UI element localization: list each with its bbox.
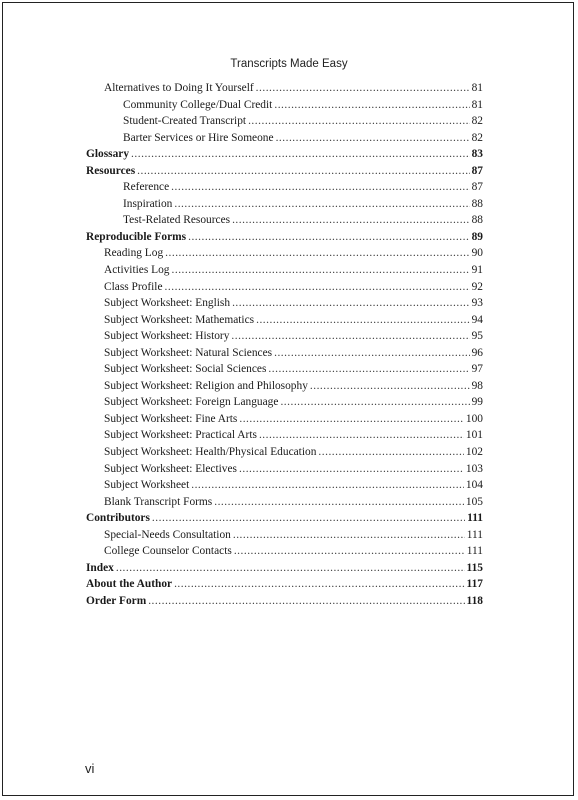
dot-leader [174,576,464,593]
toc-entry [86,543,483,560]
toc-entry [86,477,483,494]
toc-entry-page: 95 [471,330,483,343]
toc-entry [86,378,483,395]
toc-entry [86,229,483,246]
toc-entry-title: Test-Related Resources [123,214,231,227]
toc-entry-page: 118 [466,594,483,607]
toc-entry-page: 88 [471,197,483,210]
dot-leader [116,560,465,577]
toc-entry-title: Inspiration [123,197,173,210]
toc-entry-title: Reading Log [104,247,164,260]
toc-entry-title: Reference [123,181,170,194]
dot-leader [268,361,469,378]
toc-entry-title: Barter Services or Hire Someone [123,131,274,144]
toc-entry-page: 111 [467,512,483,525]
dot-leader [232,212,470,229]
toc-entry-page: 92 [471,280,483,293]
toc-entry-page: 87 [471,164,483,177]
toc-entry-page: 82 [471,115,483,128]
dot-leader [280,394,469,411]
toc-entry [86,576,483,593]
toc-entry [86,262,483,279]
toc-entry [86,113,483,130]
toc-entry-title: College Counselor Contacts [104,545,232,558]
toc-entry [86,527,483,544]
toc-entry-page: 93 [471,297,483,310]
toc-entry-title: Alternatives to Doing It Yourself [104,82,254,94]
toc-entry-page: 98 [471,379,483,392]
dot-leader [259,427,464,444]
toc-entry-title: Subject Worksheet: Fine Arts [104,412,238,425]
toc-entry [86,461,483,478]
toc-entry-page: 104 [465,479,483,492]
toc-entry-page: 115 [466,561,483,574]
dot-leader [232,295,470,312]
toc-entry-title: Subject Worksheet: Mathematics [104,313,255,326]
toc-entry-title: Blank Transcript Forms [104,495,213,508]
toc-entry [86,345,483,362]
toc-entry [86,279,483,296]
toc-entry [86,328,483,345]
dot-leader [239,461,464,478]
dot-leader [174,196,469,213]
toc-entry [86,163,483,180]
toc-entry [86,444,483,461]
toc-entry [86,427,483,444]
dot-leader [131,146,470,163]
toc-entry [86,80,483,97]
toc-entry-page: 88 [471,214,483,227]
dot-leader [214,494,464,511]
toc-entry-page: 90 [471,247,483,260]
toc-entry-page: 94 [471,313,483,326]
dot-leader [239,411,464,428]
toc-entry-page: 99 [471,396,483,409]
toc-entry-title: Student-Created Transcript [123,115,247,128]
toc-entry-title: Subject Worksheet: Religion and Philosophy [104,379,308,392]
toc-entry [86,510,483,527]
toc-entry [86,411,483,428]
dot-leader [276,130,470,147]
toc-entry [86,212,483,229]
toc-entry-page: 105 [465,495,483,508]
dot-leader [152,510,465,527]
running-header: Transcripts Made Easy [230,58,348,70]
toc-entry-page: 97 [471,363,483,376]
toc-entry-page: 100 [465,412,483,425]
toc-entry-page: 103 [465,462,483,475]
toc-entry [86,97,483,114]
toc-entry-title: Subject Worksheet: Electives [104,462,237,475]
dot-leader [274,345,470,362]
toc-entry [86,593,483,610]
toc-entry-title: Subject Worksheet: Foreign Language [104,396,279,409]
toc-entry-page: 81 [471,82,483,94]
toc-entry [86,245,483,262]
dot-leader [148,593,464,610]
toc-entry-page: 117 [466,578,483,591]
toc-entry-title: Index [86,561,114,574]
toc-entry [86,130,483,147]
toc-entry-page: 91 [471,264,483,277]
toc-entry-page: 102 [465,446,483,459]
toc-entry-title: Resources [86,164,136,177]
toc-entry-page: 83 [471,148,483,161]
toc-entry-page: 81 [471,98,483,111]
table-of-contents [86,80,483,610]
toc-entry [86,295,483,312]
toc-entry-title: Subject Worksheet [104,479,190,492]
toc-entry [86,361,483,378]
toc-entry-page: 111 [466,545,483,558]
toc-entry-title: Subject Worksheet: History [104,330,230,343]
toc-entry-title: Subject Worksheet: Practical Arts [104,429,257,442]
toc-entry-title: Subject Worksheet: Social Sciences [104,363,267,376]
toc-entry-title: Reproducible Forms [86,230,187,243]
dot-leader [231,328,469,345]
toc-entry-page: 101 [465,429,483,442]
toc-entry [86,146,483,163]
toc-entry-title: Subject Worksheet: English [104,297,231,310]
toc-entry [86,560,483,577]
toc-entry-title: Special-Needs Consultation [104,528,231,541]
dot-leader [165,245,469,262]
dot-leader [172,262,470,279]
toc-entry-page: 87 [471,181,483,194]
toc-entry [86,196,483,213]
dot-leader [234,543,465,560]
toc-entry-page: 82 [471,131,483,144]
dot-leader [233,527,465,544]
toc-entry-title: Glossary [86,148,130,161]
toc-entry [86,312,483,329]
dot-leader [274,97,469,114]
toc-entry-page: 111 [466,528,483,541]
dot-leader [310,378,470,395]
dot-leader [318,444,464,461]
toc-entry-title: Community College/Dual Credit [123,98,273,111]
dot-leader [137,163,469,180]
dot-leader [248,113,470,130]
toc-entry-title: Subject Worksheet: Health/Physical Education [104,446,317,459]
toc-entry-title: Subject Worksheet: Natural Sciences [104,346,273,359]
toc-entry-title: Class Profile [104,280,163,293]
toc-entry [86,494,483,511]
toc-entry-page: 96 [471,346,483,359]
toc-entry-title: Contributors [86,512,150,525]
dot-leader [256,80,470,97]
page-number: vi [85,761,95,776]
toc-entry-title: Order Form [86,594,147,607]
dot-leader [188,229,470,246]
toc-entry-page: 89 [471,230,483,243]
dot-leader [165,279,470,296]
toc-entry [86,179,483,196]
dot-leader [171,179,469,196]
dot-leader [256,312,470,329]
dot-leader [191,477,464,494]
toc-entry [86,394,483,411]
toc-entry-title: Activities Log [104,264,170,277]
toc-entry-title: About the Author [86,578,173,591]
